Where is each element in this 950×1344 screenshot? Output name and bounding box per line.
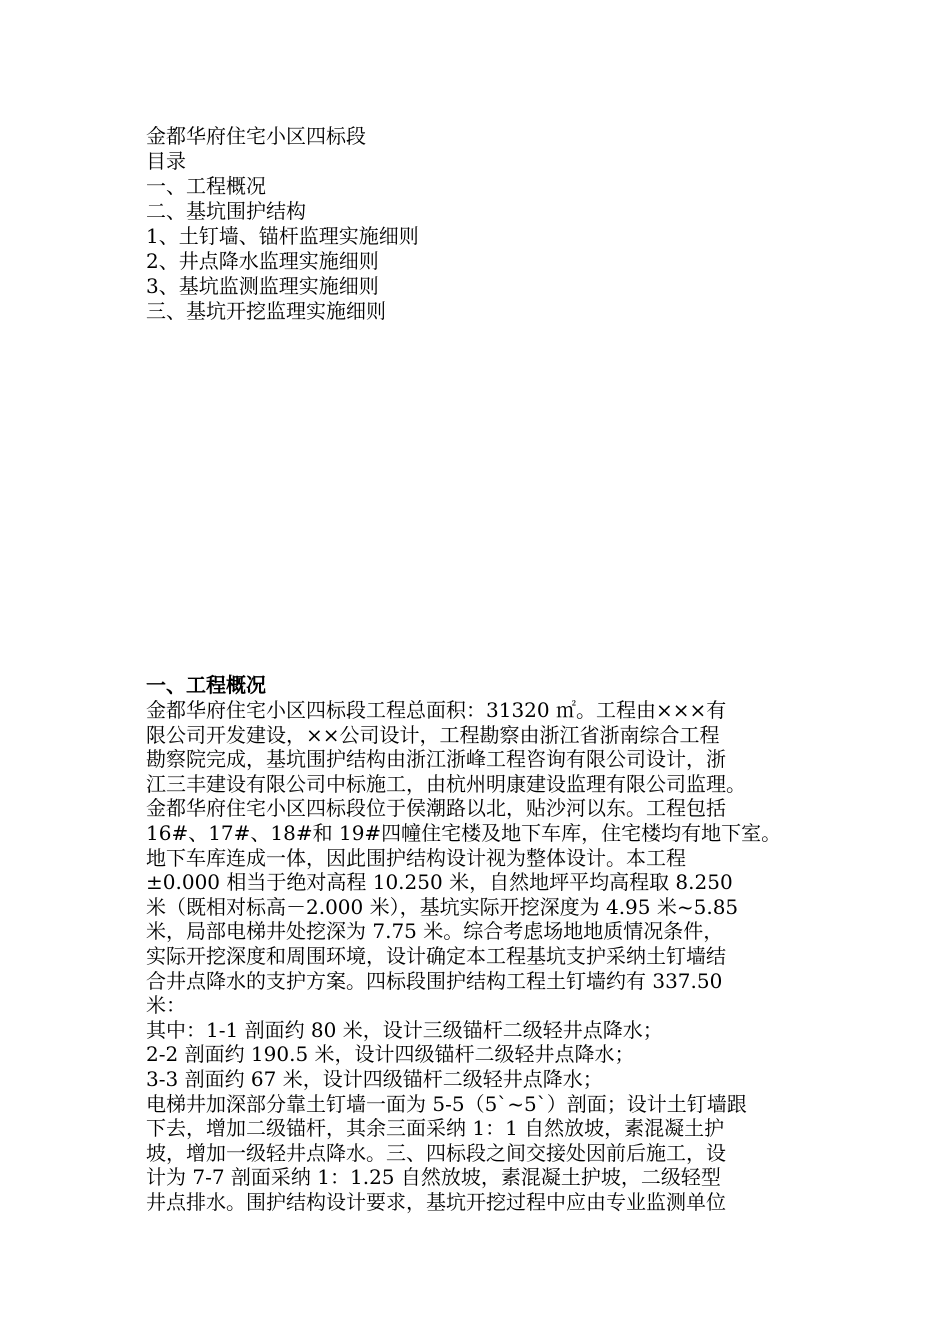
paragraph-line: 电梯井加深部分靠土钉墙一面为 5-5（5`~5`）剖面；设计土钉墙跟 xyxy=(146,1091,747,1116)
section-heading: 一、工程概况 xyxy=(146,673,266,697)
paragraph-line: 2-2 剖面约 190.5 米，设计四级锚杆二级轻井点降水； xyxy=(146,1042,635,1067)
paragraph-line: 江三丰建设有限公司中标施工，由杭州明康建设监理有限公司监理。 xyxy=(146,771,746,796)
paragraph-line: ±0.000 相当于绝对高程 10.250 米，自然地坪平均高程取 8.250 xyxy=(146,870,733,895)
paragraph-line: 坡，增加一级轻井点降水。三、四标段之间交接处因前后施工，设 xyxy=(146,1140,726,1165)
table-of-contents xyxy=(146,124,846,324)
paragraph-line: 米，局部电梯井处挖深为 7.75 米。综合考虑场地地质情况条件， xyxy=(146,919,724,944)
paragraph-line: 勘察院完成，基坑围护结构由浙江浙峰工程咨询有限公司设计，浙 xyxy=(146,747,726,772)
paragraph-line: 限公司开发建设，××公司设计，工程勘察由浙江省浙南综合工程 xyxy=(146,722,720,747)
paragraph-line: 下去，增加二级锚杆，其余三面采纳 1：1 自然放坡，素混凝土护 xyxy=(146,1116,725,1141)
toc-item: 一、工程概况 xyxy=(146,174,266,198)
toc-item: 三、基坑开挖监理实施细则 xyxy=(146,299,386,323)
paragraph-line: 米（既相对标高－2.000 米），基坑实际开挖深度为 4.95 米~5.85 xyxy=(146,894,739,919)
paragraph-line: 金都华府住宅小区四标段位于侯潮路以北，贴沙河以东。工程包括 xyxy=(146,796,726,821)
paragraph-line: 其中：1-1 剖面约 80 米，设计三级锚杆二级轻井点降水； xyxy=(146,1017,663,1042)
paragraph-line: 16#、17#、18#和 19#四幢住宅楼及地下车库，住宅楼均有地下室。 xyxy=(146,820,782,845)
paragraph-line: 合井点降水的支护方案。四标段围护结构工程土钉墙约有 337.50 xyxy=(146,968,723,993)
section-project-overview xyxy=(146,672,836,1214)
paragraph-line: 地下车库连成一体，因此围护结构设计视为整体设计。本工程 xyxy=(146,845,686,870)
paragraph-line: 井点排水。围护结构设计要求，基坑开挖过程中应由专业监测单位 xyxy=(146,1189,726,1214)
paragraph-line: 3-3 剖面约 67 米，设计四级锚杆二级轻井点降水； xyxy=(146,1066,603,1091)
toc-item: 二、基坑围护结构 xyxy=(146,199,306,223)
paragraph-line: 计为 7-7 剖面采纳 1：1.25 自然放坡，素混凝土护坡，二级轻型 xyxy=(146,1165,721,1190)
paragraph-line: 金都华府住宅小区四标段工程总面积：31320 ㎡。工程由×××有 xyxy=(146,698,727,722)
toc-item: 3、基坑监测监理实施细则 xyxy=(146,274,379,298)
toc-item: 2、井点降水监理实施细则 xyxy=(146,249,379,273)
paragraph-line: 实际开挖深度和周围环境，设计确定本工程基坑支护采纳土钉墙结 xyxy=(146,943,726,968)
document-title: 金都华府住宅小区四标段 xyxy=(146,124,366,148)
toc-item: 1、土钉墙、锚杆监理实施细则 xyxy=(146,224,419,248)
paragraph-line: 米： xyxy=(146,993,186,1018)
toc-title: 目录 xyxy=(146,149,186,173)
